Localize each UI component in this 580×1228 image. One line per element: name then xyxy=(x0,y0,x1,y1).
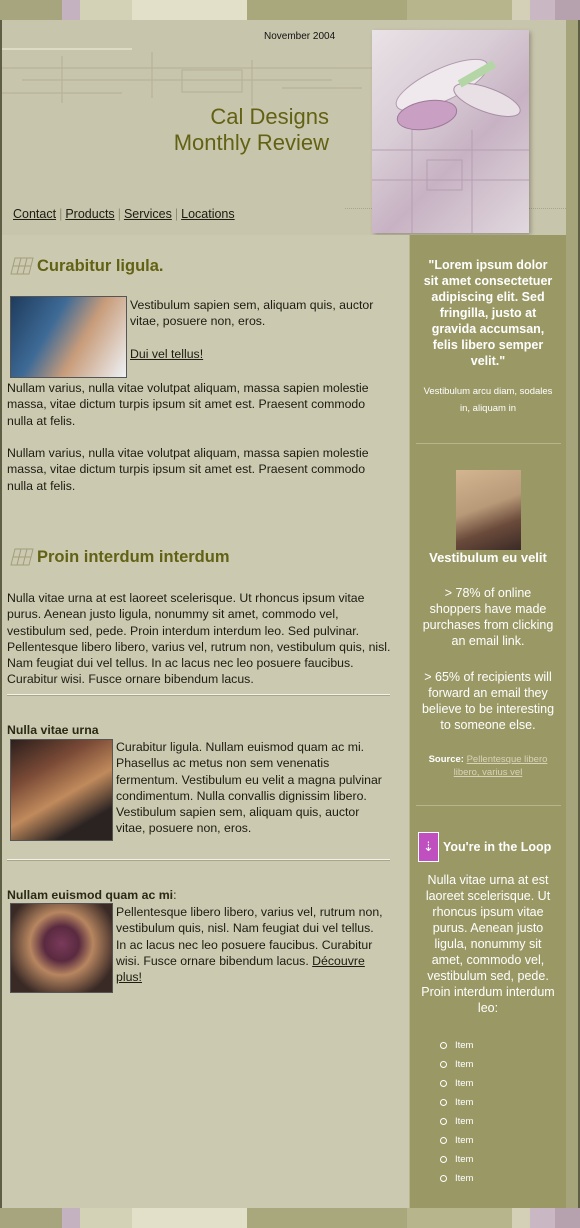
section-heading xyxy=(10,256,164,276)
nav-separator: | xyxy=(117,207,121,221)
nav-link-contact[interactable]: Contact xyxy=(13,207,57,221)
article-link[interactable]: Dui vel tellus! xyxy=(130,346,204,361)
list-item: Item xyxy=(440,1074,566,1093)
sidebar-divider xyxy=(416,443,561,444)
bullet-icon xyxy=(440,1099,447,1106)
body-paragraph: Nullam varius, nulla vitae volutpat aliquam, massa sapien molestie massa, vitae dictum turpis ipsum sit amet est. Praesent commodo nulla at felis. xyxy=(7,446,369,493)
list-item: Item xyxy=(440,1169,566,1188)
divider xyxy=(7,694,390,696)
loop-title: You're in the Loop xyxy=(443,840,552,854)
bullet-icon xyxy=(440,1156,447,1163)
bullet-icon xyxy=(440,1061,447,1068)
grid-icon xyxy=(10,256,34,276)
top-border-strip xyxy=(0,0,580,20)
brand-subtitle: Monthly Review xyxy=(173,130,329,155)
list-item: Item xyxy=(440,1093,566,1112)
section-title: Curabitur ligula. xyxy=(37,256,164,275)
source-link[interactable]: Pellentesque libero libero, varius vel xyxy=(453,754,548,778)
bullet-icon xyxy=(440,1175,447,1182)
issue-date: November 2004 xyxy=(264,31,336,42)
quote-attribution: Vestibulum arcu diam, sodales in, aliquam in xyxy=(423,386,553,414)
nav-link-locations[interactable]: Locations xyxy=(181,207,235,221)
nav-separator: | xyxy=(59,207,63,221)
loop-text: Nulla vitae urna at est laoreet scelerisque. Ut rhoncus ipsum vitae purus. Aenean justo ligula, nonummy sit amet, commodo vel, vestibulum sed, pede. Proin interdum interdum leo: xyxy=(421,873,555,1015)
newsletter-title xyxy=(122,104,329,156)
source-citation xyxy=(420,753,556,779)
grid-icon xyxy=(10,547,34,567)
divider xyxy=(7,859,390,861)
sidebar-divider xyxy=(416,805,561,806)
hands-globe-photo xyxy=(10,903,113,993)
article-text: Curabitur ligula. Nullam euismod quam ac mi. Phasellus ac metus non sem venenatis fermentum. Vestibulum eu velit a magna pulvinar condimentum. Nulla convallis dignissim libero. Vestibulum sapien sem, aliquam quis, auctor vitae, posuere non, eros. xyxy=(116,740,382,836)
feature-title: Vestibulum eu velit xyxy=(429,550,547,565)
discover-more-link[interactable]: Découvre plus! xyxy=(116,953,365,985)
blueprints-photo xyxy=(372,30,529,233)
sidebar xyxy=(409,235,566,1208)
nav-link-services[interactable]: Services xyxy=(123,207,172,221)
stat-recipients: > 65% of recipients will forward an email they believe to be interesting to someone else. xyxy=(421,670,555,732)
bullet-icon xyxy=(440,1137,447,1144)
list-item: Item xyxy=(440,1131,566,1150)
nav-separator: | xyxy=(174,207,179,221)
body-paragraph: Nulla vitae urna at est laoreet scelerisque. Ut rhoncus ipsum vitae purus. Aenean justo ligula, nonummy sit amet, commodo vel, vestibulum sed, pede. Proin interdum interdum leo. Sed pulvinar. Pellentesque libero libero, varius vel, rutrum non, vestibulum quis, nisl. Nam feugiat dui vel tellus. In ac lacus nec leo posuere faucibus. Curabitur wisi. Fusce ornare bibendum lacus. xyxy=(7,591,391,687)
list-item: Item xyxy=(440,1055,566,1074)
list-item: Item xyxy=(440,1112,566,1131)
nav-link-products[interactable]: Products xyxy=(65,207,115,221)
article-text: Pellentesque libero libero, varius vel, rutrum non, vestibulum quis, nisl. Nam feugiat dui vel tellus. In ac lacus nec leo posuere faucibus. Curabitur wisi. Fusce ornare bibendum lacus. Découvre plus! xyxy=(116,905,383,985)
meeting-photo xyxy=(10,739,113,841)
bullet-icon xyxy=(440,1118,447,1125)
blueprint-lines xyxy=(2,48,372,108)
source-label: Source: xyxy=(428,754,464,765)
sidebar-edge xyxy=(566,20,578,1208)
list-item: Item xyxy=(440,1150,566,1169)
sidebar-quote: "Lorem ipsum dolor sit amet consectetuer adipiscing elit. Sed fringilla, justo at gravida accumsan, felis libero semper velit." xyxy=(423,258,553,368)
bullet-icon xyxy=(440,1080,447,1087)
loop-header xyxy=(418,832,566,862)
download-icon: ⇣ xyxy=(418,832,439,862)
item-list xyxy=(440,1036,566,1188)
list-item: Item xyxy=(440,1036,566,1055)
brand-name: Cal Designs xyxy=(210,104,329,129)
feature-image xyxy=(456,470,521,550)
bullet-icon xyxy=(440,1042,447,1049)
article-title: Nulla vitae urna xyxy=(7,723,99,737)
person-at-computer-photo xyxy=(10,296,127,378)
section-title: Proin interdum interdum xyxy=(37,547,230,566)
stat-online-shoppers: > 78% of online shoppers have made purchases from clicking an email link. xyxy=(422,586,554,648)
section-heading xyxy=(10,547,230,567)
bottom-border-strip xyxy=(0,1208,580,1228)
body-paragraph: Nullam varius, nulla vitae volutpat aliquam, massa sapien molestie massa, vitae dictum turpis ipsum sit amet est. Praesent commodo nulla at felis. xyxy=(7,381,369,428)
top-navigation xyxy=(13,207,235,221)
article-title: Nullam euismod quam ac mi: xyxy=(7,888,177,902)
section-intro: Vestibulum sapien sem, aliquam quis, auctor vitae, posuere non, eros. Dui vel tellus! xyxy=(130,298,374,361)
newsletter-header xyxy=(2,20,578,235)
